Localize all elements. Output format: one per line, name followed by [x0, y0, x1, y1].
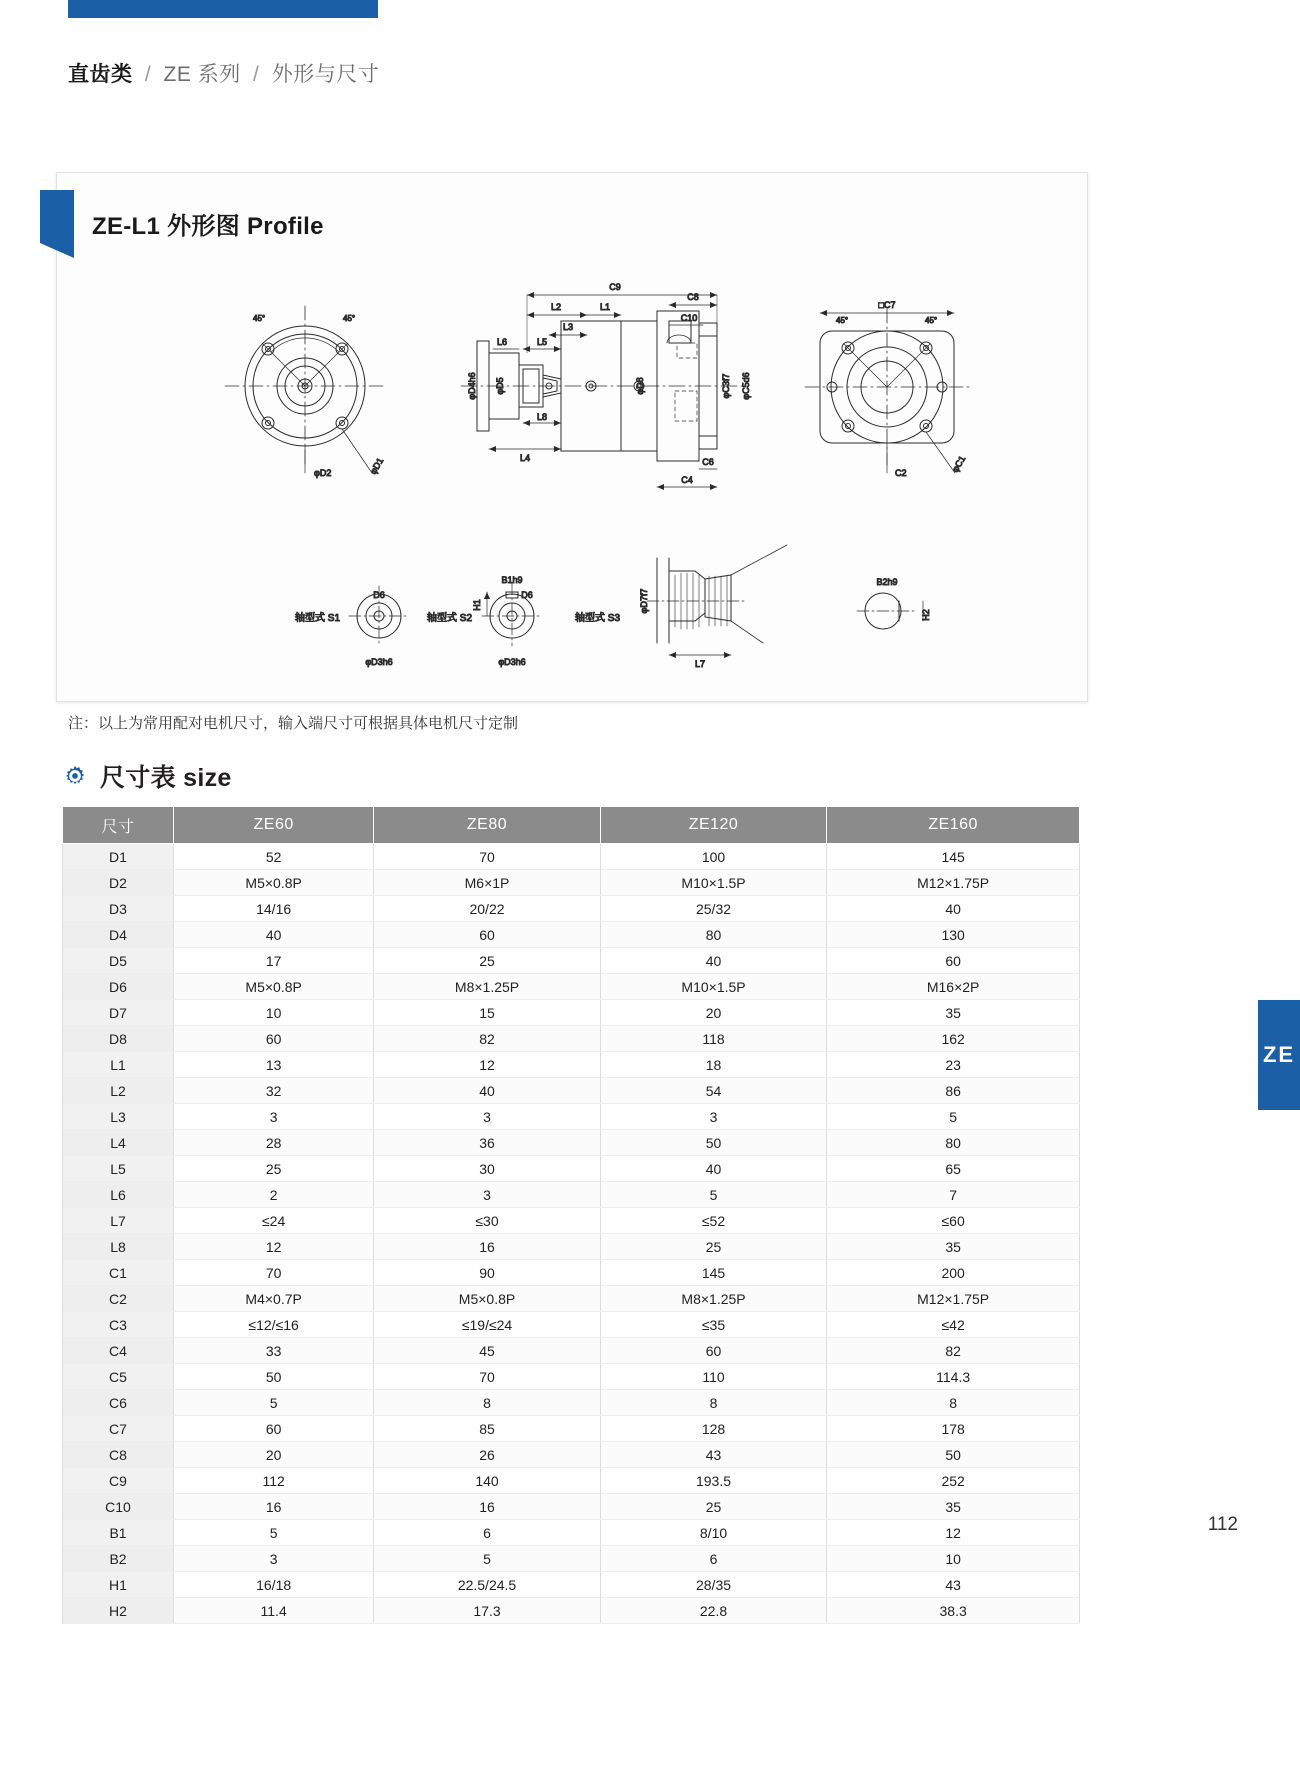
table-cell: 50 — [600, 1130, 827, 1156]
row-label: C10 — [63, 1494, 174, 1520]
svg-text:φC1: φC1 — [950, 453, 968, 474]
svg-text:L8: L8 — [536, 412, 548, 422]
table-row — [63, 1156, 1080, 1182]
table-cell: 45 — [374, 1338, 601, 1364]
table-row — [63, 1572, 1080, 1598]
svg-text:L3: L3 — [562, 322, 574, 332]
table-cell: M5×0.8P — [174, 870, 374, 896]
table-cell: 54 — [600, 1078, 827, 1104]
row-label: D7 — [63, 1000, 174, 1026]
table-cell: 65 — [827, 1156, 1080, 1182]
table-cell: 60 — [174, 1416, 374, 1442]
row-label: B1 — [63, 1520, 174, 1546]
row-label: B2 — [63, 1546, 174, 1572]
svg-text:B2h9: B2h9 — [876, 577, 898, 587]
table-cell: 70 — [374, 1364, 601, 1390]
svg-text:D6: D6 — [373, 590, 385, 600]
svg-text:45°: 45° — [253, 314, 266, 323]
svg-text:φD1: φD1 — [368, 455, 386, 476]
svg-text:D6: D6 — [521, 590, 533, 600]
svg-text:45°: 45° — [836, 316, 849, 325]
svg-text:45°: 45° — [343, 314, 356, 323]
table-cell: 22.8 — [600, 1598, 827, 1624]
breadcrumb-separator-1: / — [144, 63, 152, 86]
table-cell: 32 — [174, 1078, 374, 1104]
table-cell: 8 — [374, 1390, 601, 1416]
svg-text:φD7f7: φD7f7 — [639, 588, 649, 614]
table-cell: ≤24 — [174, 1208, 374, 1234]
table-cell: 35 — [827, 1000, 1080, 1026]
table-cell: M8×1.25P — [374, 974, 601, 1000]
svg-text:C10: C10 — [680, 313, 698, 323]
row-label: C9 — [63, 1468, 174, 1494]
table-row — [63, 1234, 1080, 1260]
table-cell: 70 — [174, 1260, 374, 1286]
table-cell: 25 — [600, 1234, 827, 1260]
row-label: L3 — [63, 1104, 174, 1130]
table-cell: M12×1.75P — [827, 1286, 1080, 1312]
table-cell: 3 — [600, 1104, 827, 1130]
row-label: C6 — [63, 1390, 174, 1416]
table-cell: 100 — [600, 844, 827, 870]
table-cell: 60 — [174, 1026, 374, 1052]
table-cell: 130 — [827, 922, 1080, 948]
th-ze160: ZE160 — [827, 807, 1080, 844]
profile-drawing — [57, 173, 1085, 699]
svg-text:轴型式 S1: 轴型式 S1 — [295, 613, 341, 624]
profile-note: 注：以上为常用配对电机尺寸，输入端尺寸可根据具体电机尺寸定制 — [68, 715, 519, 732]
table-cell: 12 — [374, 1052, 601, 1078]
row-label: C4 — [63, 1338, 174, 1364]
table-cell: 86 — [827, 1078, 1080, 1104]
svg-text:L7: L7 — [694, 659, 706, 669]
svg-text:L2: L2 — [550, 302, 562, 312]
row-label: C7 — [63, 1416, 174, 1442]
row-label: D6 — [63, 974, 174, 1000]
table-row — [63, 1338, 1080, 1364]
table-cell: 20/22 — [374, 896, 601, 922]
table-cell: 40 — [827, 896, 1080, 922]
table-cell: 5 — [374, 1546, 601, 1572]
table-cell: 112 — [174, 1468, 374, 1494]
row-label: D3 — [63, 896, 174, 922]
dimension-table — [62, 806, 1080, 1624]
table-cell: 80 — [827, 1130, 1080, 1156]
table-cell: 8 — [600, 1390, 827, 1416]
table-row — [63, 948, 1080, 974]
table-cell: 3 — [374, 1104, 601, 1130]
table-row — [63, 870, 1080, 896]
table-row — [63, 896, 1080, 922]
table-row — [63, 1312, 1080, 1338]
table-cell: 178 — [827, 1416, 1080, 1442]
table-cell: 15 — [374, 1000, 601, 1026]
table-cell: 50 — [174, 1364, 374, 1390]
table-cell: 16 — [174, 1494, 374, 1520]
size-section-header — [62, 758, 232, 794]
row-label: C8 — [63, 1442, 174, 1468]
breadcrumb-series: ZE 系列 — [163, 63, 241, 86]
table-cell: 10 — [174, 1000, 374, 1026]
table-row — [63, 1442, 1080, 1468]
svg-text:φC3f7: φC3f7 — [721, 373, 731, 399]
table-cell: 17 — [174, 948, 374, 974]
table-cell: 40 — [174, 922, 374, 948]
table-cell: 16 — [374, 1234, 601, 1260]
table-cell: ≤12/≤16 — [174, 1312, 374, 1338]
table-cell: 20 — [174, 1442, 374, 1468]
table-cell: 140 — [374, 1468, 601, 1494]
svg-text:45°: 45° — [925, 316, 938, 325]
table-cell: M5×0.8P — [174, 974, 374, 1000]
table-cell: 7 — [827, 1182, 1080, 1208]
table-cell: 128 — [600, 1416, 827, 1442]
table-cell: 85 — [374, 1416, 601, 1442]
table-cell: 3 — [374, 1182, 601, 1208]
table-row — [63, 1494, 1080, 1520]
table-cell: 16/18 — [174, 1572, 374, 1598]
table-cell: 8/10 — [600, 1520, 827, 1546]
table-cell: 43 — [827, 1572, 1080, 1598]
table-cell: 11.4 — [174, 1598, 374, 1624]
svg-text:□C7: □C7 — [878, 300, 896, 310]
table-row — [63, 1468, 1080, 1494]
table-cell: 110 — [600, 1364, 827, 1390]
table-cell: 20 — [600, 1000, 827, 1026]
table-cell: 50 — [827, 1442, 1080, 1468]
table-cell: 252 — [827, 1468, 1080, 1494]
table-cell: 193.5 — [600, 1468, 827, 1494]
row-label: D5 — [63, 948, 174, 974]
table-cell: 145 — [600, 1260, 827, 1286]
table-cell: 60 — [374, 922, 601, 948]
table-row — [63, 1130, 1080, 1156]
table-row — [63, 1598, 1080, 1624]
row-label: C2 — [63, 1286, 174, 1312]
row-label: H1 — [63, 1572, 174, 1598]
svg-text:H2: H2 — [921, 609, 931, 621]
table-cell: 14/16 — [174, 896, 374, 922]
table-cell: 5 — [174, 1390, 374, 1416]
table-cell: 17.3 — [374, 1598, 601, 1624]
th-ze60: ZE60 — [174, 807, 374, 844]
svg-text:轴型式 S2: 轴型式 S2 — [427, 613, 473, 624]
svg-text:φD8: φD8 — [635, 377, 645, 395]
breadcrumb-section: 外形与尺寸 — [271, 63, 380, 86]
row-label: D1 — [63, 844, 174, 870]
table-cell: 5 — [827, 1104, 1080, 1130]
svg-text:轴型式 S3: 轴型式 S3 — [575, 613, 621, 624]
table-cell: 13 — [174, 1052, 374, 1078]
table-row — [63, 1208, 1080, 1234]
table-cell: 118 — [600, 1026, 827, 1052]
row-label: D4 — [63, 922, 174, 948]
svg-text:C4: C4 — [681, 475, 693, 485]
table-cell: 12 — [174, 1234, 374, 1260]
table-row — [63, 1260, 1080, 1286]
row-label: L7 — [63, 1208, 174, 1234]
table-cell: M16×2P — [827, 974, 1080, 1000]
table-cell: 25 — [374, 948, 601, 974]
table-cell: 28 — [174, 1130, 374, 1156]
table-cell: 5 — [174, 1520, 374, 1546]
table-cell: ≤35 — [600, 1312, 827, 1338]
svg-text:φD2: φD2 — [314, 468, 332, 478]
table-cell: 12 — [827, 1520, 1080, 1546]
svg-text:C2: C2 — [895, 468, 907, 478]
table-cell: 30 — [374, 1156, 601, 1182]
row-label: C5 — [63, 1364, 174, 1390]
table-cell: 35 — [827, 1494, 1080, 1520]
svg-text:L5: L5 — [536, 337, 548, 347]
table-cell: 200 — [827, 1260, 1080, 1286]
row-label: L8 — [63, 1234, 174, 1260]
table-row — [63, 1546, 1080, 1572]
svg-text:L6: L6 — [496, 337, 508, 347]
svg-text:L1: L1 — [599, 302, 611, 312]
row-label: L6 — [63, 1182, 174, 1208]
table-row — [63, 1416, 1080, 1442]
row-label: C3 — [63, 1312, 174, 1338]
table-cell: 25 — [600, 1494, 827, 1520]
table-cell: ≤30 — [374, 1208, 601, 1234]
table-cell: 36 — [374, 1130, 601, 1156]
table-header-row — [63, 807, 1080, 844]
table-cell: 162 — [827, 1026, 1080, 1052]
table-cell: 3 — [174, 1104, 374, 1130]
table-cell: 28/35 — [600, 1572, 827, 1598]
table-cell: 145 — [827, 844, 1080, 870]
table-cell: 26 — [374, 1442, 601, 1468]
table-row — [63, 1286, 1080, 1312]
table-cell: 70 — [374, 844, 601, 870]
row-label: L2 — [63, 1078, 174, 1104]
table-row — [63, 922, 1080, 948]
row-label: C1 — [63, 1260, 174, 1286]
table-cell: 82 — [827, 1338, 1080, 1364]
svg-text:C8: C8 — [687, 292, 699, 302]
table-cell: 40 — [374, 1078, 601, 1104]
svg-text:φC5d6: φC5d6 — [741, 372, 751, 400]
table-row — [63, 1520, 1080, 1546]
table-cell: 60 — [827, 948, 1080, 974]
breadcrumb-separator-2: / — [253, 63, 260, 86]
table-cell: 8 — [827, 1390, 1080, 1416]
svg-text:B1h9: B1h9 — [501, 575, 523, 585]
table-cell: 38.3 — [827, 1598, 1080, 1624]
series-side-tab: ZE — [1258, 1000, 1300, 1110]
table-cell: 40 — [600, 948, 827, 974]
table-row — [63, 844, 1080, 870]
row-label: L5 — [63, 1156, 174, 1182]
table-cell: 35 — [827, 1234, 1080, 1260]
table-cell: 3 — [174, 1546, 374, 1572]
table-cell: 16 — [374, 1494, 601, 1520]
table-cell: 52 — [174, 844, 374, 870]
row-label: L1 — [63, 1052, 174, 1078]
table-cell: M4×0.7P — [174, 1286, 374, 1312]
svg-text:C6: C6 — [702, 457, 714, 467]
table-cell: 23 — [827, 1052, 1080, 1078]
breadcrumb — [68, 58, 379, 88]
table-cell: M12×1.75P — [827, 870, 1080, 896]
table-row — [63, 1182, 1080, 1208]
table-cell: 2 — [174, 1182, 374, 1208]
svg-text:φD3h6: φD3h6 — [498, 657, 526, 667]
table-cell: 5 — [600, 1182, 827, 1208]
table-cell: 80 — [600, 922, 827, 948]
table-row — [63, 974, 1080, 1000]
table-cell: 82 — [374, 1026, 601, 1052]
th-dimension: 尺寸 — [63, 807, 174, 844]
row-label: D2 — [63, 870, 174, 896]
svg-text:C9: C9 — [609, 282, 621, 292]
row-label: D8 — [63, 1026, 174, 1052]
svg-text:H1: H1 — [472, 599, 482, 611]
table-cell: M5×0.8P — [374, 1286, 601, 1312]
page-number: 112 — [1207, 1514, 1238, 1535]
table-row — [63, 1364, 1080, 1390]
table-row — [63, 1052, 1080, 1078]
table-cell: 40 — [600, 1156, 827, 1182]
row-label: L4 — [63, 1130, 174, 1156]
table-cell: ≤52 — [600, 1208, 827, 1234]
top-accent-bar — [68, 0, 378, 18]
row-label: H2 — [63, 1598, 174, 1624]
table-row — [63, 1390, 1080, 1416]
table-row — [63, 1104, 1080, 1130]
table-cell: 43 — [600, 1442, 827, 1468]
svg-text:L4: L4 — [519, 453, 531, 463]
table-cell: 25 — [174, 1156, 374, 1182]
table-row — [63, 1000, 1080, 1026]
table-cell: 60 — [600, 1338, 827, 1364]
table-cell: M8×1.25P — [600, 1286, 827, 1312]
table-cell: 33 — [174, 1338, 374, 1364]
th-ze120: ZE120 — [600, 807, 827, 844]
table-row — [63, 1026, 1080, 1052]
breadcrumb-category: 直齿类 — [68, 63, 133, 86]
table-cell: ≤42 — [827, 1312, 1080, 1338]
table-cell: 6 — [374, 1520, 601, 1546]
table-cell: 6 — [600, 1546, 827, 1572]
table-cell: ≤60 — [827, 1208, 1080, 1234]
table-cell: ≤19/≤24 — [374, 1312, 601, 1338]
table-cell: M10×1.5P — [600, 974, 827, 1000]
table-cell: 114.3 — [827, 1364, 1080, 1390]
table-cell: 90 — [374, 1260, 601, 1286]
table-cell: M6×1P — [374, 870, 601, 896]
table-cell: M10×1.5P — [600, 870, 827, 896]
table-cell: 25/32 — [600, 896, 827, 922]
th-ze80: ZE80 — [374, 807, 601, 844]
gear-icon — [62, 763, 88, 789]
table-cell: 22.5/24.5 — [374, 1572, 601, 1598]
profile-title: ZE-L1 外形图 Profile — [92, 213, 324, 240]
size-section-title: 尺寸表 size — [100, 764, 232, 792]
table-cell: 18 — [600, 1052, 827, 1078]
svg-text:φD5: φD5 — [495, 377, 505, 395]
svg-text:φD4h6: φD4h6 — [467, 372, 477, 400]
svg-text:φD3h6: φD3h6 — [365, 657, 393, 667]
table-row — [63, 1078, 1080, 1104]
table-cell: 10 — [827, 1546, 1080, 1572]
